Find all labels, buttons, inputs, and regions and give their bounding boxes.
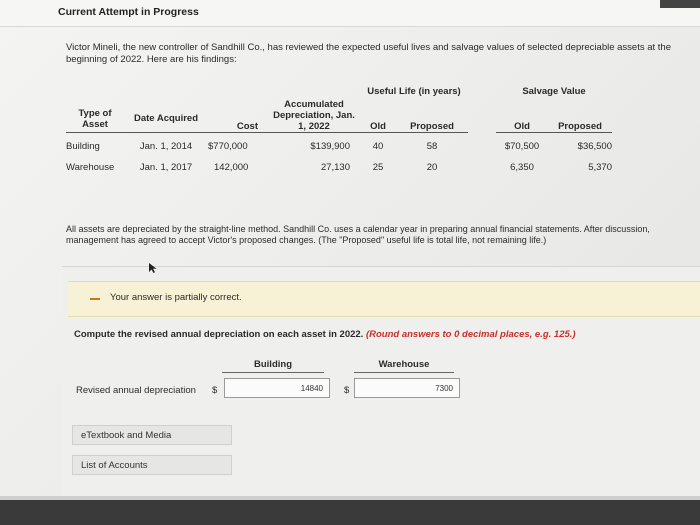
building-depreciation-input[interactable] bbox=[224, 378, 330, 398]
task-instruction bbox=[74, 329, 576, 340]
feedback-text: Your answer is partially correct. bbox=[110, 292, 242, 303]
cell-life-proposed: 20 bbox=[426, 162, 438, 173]
list-of-accounts-button[interactable]: List of Accounts bbox=[72, 455, 232, 475]
assets-table bbox=[66, 86, 612, 173]
col-salvage-old-header: Old bbox=[496, 99, 548, 133]
partial-correct-icon bbox=[90, 298, 100, 300]
revised-depreciation-label: Revised annual depreciation bbox=[76, 385, 196, 396]
cell-life-proposed: 58 bbox=[426, 141, 438, 152]
col-type-header: Type of Asset bbox=[66, 99, 124, 133]
top-corner-bar bbox=[660, 0, 700, 8]
table-header-row-1 bbox=[66, 86, 612, 99]
attempt-header bbox=[0, 0, 700, 27]
table-row bbox=[66, 152, 612, 173]
cell-salvage-proposed: 5,370 bbox=[588, 162, 612, 173]
building-column-header: Building bbox=[222, 359, 324, 373]
warehouse-column-header: Warehouse bbox=[354, 359, 454, 373]
cell-type: Warehouse bbox=[66, 162, 115, 173]
currency-symbol: $ bbox=[344, 385, 350, 396]
col-life-proposed-header: Proposed bbox=[396, 99, 468, 133]
explanation-text: All assets are depreciated by the straight-line method. Sandhill Co. uses a calendar year in preparing annual financial statements. After discussion, management has agreed to accept Victor's proposed changes. (The "Proposed" useful life is total life, not remaining life.) bbox=[66, 224, 650, 245]
etextbook-media-button[interactable]: eTextbook and Media bbox=[72, 425, 232, 445]
cell-date: Jan. 1, 2014 bbox=[139, 141, 193, 152]
col-date-header: Date Acquired bbox=[124, 99, 208, 133]
col-cost-header: Cost bbox=[208, 99, 268, 133]
cell-date: Jan. 1, 2017 bbox=[139, 162, 193, 173]
col-salvage-proposed-header: Proposed bbox=[548, 99, 612, 133]
cell-salvage-old: $70,500 bbox=[504, 141, 540, 152]
cell-cost: 142,000 bbox=[214, 162, 249, 173]
col-life-old-header: Old bbox=[360, 99, 396, 133]
currency-symbol: $ bbox=[212, 385, 218, 396]
table-row bbox=[66, 133, 612, 153]
cell-accum: $139,900 bbox=[310, 141, 350, 152]
cell-life-old: 25 bbox=[372, 162, 384, 173]
mouse-cursor-icon bbox=[148, 262, 158, 274]
rounding-hint: (Round answers to 0 decimal places, e.g. 125.) bbox=[365, 329, 576, 340]
table-header-row-2 bbox=[66, 99, 612, 133]
cell-salvage-old: 6,350 bbox=[510, 162, 534, 173]
useful-life-header: Useful Life (in years) bbox=[367, 86, 461, 97]
cell-cost: $770,000 bbox=[208, 141, 248, 152]
cell-type: Building bbox=[66, 141, 100, 152]
question-text: Victor Mineli, the new controller of Sandhill Co., has reviewed the expected useful lives and salvage values of selected depreciable assets at the beginning of 2022. Here are his findings: bbox=[66, 42, 672, 65]
attempt-title: Current Attempt in Progress bbox=[58, 6, 199, 18]
instruction-text: Compute the revised annual depreciation on each asset in 2022. bbox=[74, 329, 364, 340]
col-accum-header: Accumulated Depreciation, Jan. 1, 2022 bbox=[268, 99, 360, 133]
salvage-header: Salvage Value bbox=[522, 86, 586, 97]
cell-salvage-proposed: $36,500 bbox=[577, 141, 612, 152]
cell-accum: 27,130 bbox=[320, 162, 350, 173]
feedback-banner bbox=[68, 281, 700, 317]
answer-area bbox=[62, 266, 700, 497]
screen-bezel bbox=[0, 500, 700, 525]
warehouse-depreciation-input[interactable] bbox=[354, 378, 460, 398]
cell-life-old: 40 bbox=[372, 141, 384, 152]
